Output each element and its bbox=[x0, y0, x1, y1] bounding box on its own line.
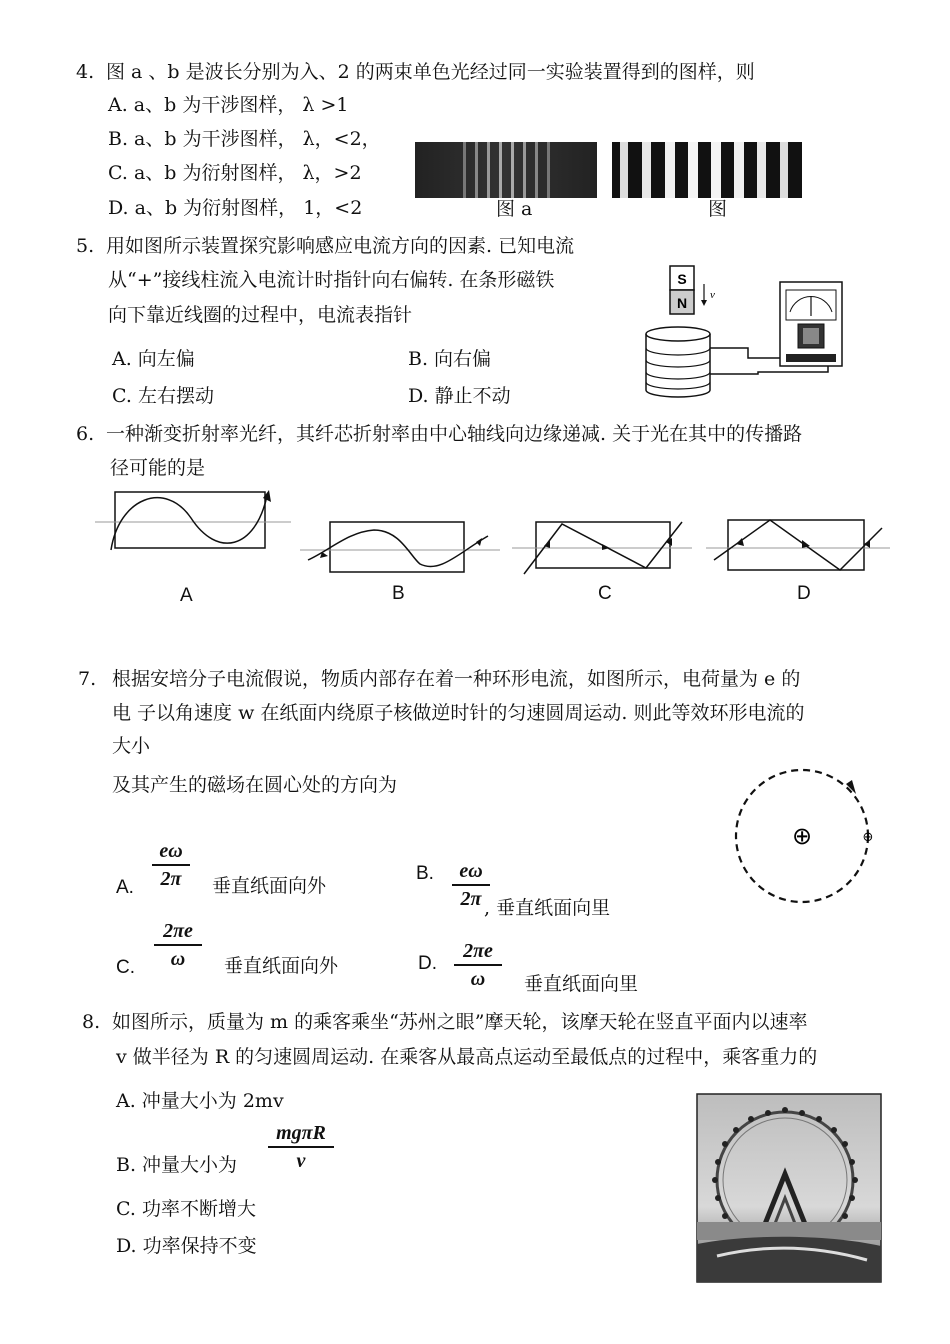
q7-option-b-denominator: 2π bbox=[460, 888, 482, 910]
q7-option-c-label: C. bbox=[116, 957, 135, 978]
fiber-path-option-d bbox=[706, 514, 890, 580]
q6-number: 6. bbox=[76, 423, 95, 445]
q5-number: 5. bbox=[76, 235, 95, 257]
electron-symbol: ⊖ bbox=[862, 830, 874, 845]
fiber-path-option-c bbox=[512, 514, 692, 580]
q8-number: 8. bbox=[82, 1011, 101, 1033]
q4-number: 4. bbox=[76, 61, 95, 83]
q7-number: 7. bbox=[78, 668, 97, 690]
q7-option-d-denominator: ω bbox=[470, 968, 486, 990]
q8-stem-line2: v 做半径为 R 的匀速圆周运动. 在乘客从最高点运动至最低点的过程中，乘客重力的 bbox=[116, 1046, 818, 1068]
q7-option-b-numerator: eω bbox=[459, 860, 483, 882]
q7-option-a-numerator: eω bbox=[159, 840, 183, 862]
interference-pattern-figure-a bbox=[415, 142, 597, 198]
q7-option-d-text: 垂直纸面向里 bbox=[524, 973, 639, 995]
q4-stem: 图 a 、b 是波长分别为入、2 的两束单色光经过同一实验装置得到的图样，则 bbox=[106, 61, 755, 83]
q6-stem-line2: 径可能的是 bbox=[110, 457, 206, 479]
fiber-path-option-a bbox=[95, 488, 295, 558]
q8-option-c: C. 功率不断增大 bbox=[116, 1198, 256, 1220]
q6-label-c: C bbox=[598, 583, 612, 604]
q7-stem-line4: 及其产生的磁场在圆心处的方向为 bbox=[112, 774, 398, 796]
q5-stem-line1: 用如图所示装置探究影响感应电流方向的因素. 已知电流 bbox=[106, 235, 575, 257]
q6-label-a: A bbox=[180, 585, 193, 606]
q5-option-b: B. 向右偏 bbox=[408, 348, 492, 370]
q7-stem-line2: 电 子以角速度 w 在纸面内绕原子核做逆时针的匀速圆周运动. 则此等效环形电流的 bbox=[112, 702, 805, 724]
q7-stem-line3: 大小 bbox=[112, 735, 151, 757]
q4-option-c: C. a、b 为衍射图样， λ，>2 bbox=[108, 162, 362, 184]
q7-option-c-text: 垂直纸面向外 bbox=[224, 955, 339, 977]
q7-option-d-fraction bbox=[454, 940, 502, 990]
q8-option-b-fraction bbox=[268, 1122, 334, 1172]
q7-option-a-denominator: 2π bbox=[160, 868, 182, 890]
molecular-current-diagram bbox=[726, 770, 876, 912]
q8-option-b-numerator: mgπR bbox=[276, 1122, 326, 1144]
magnet-n-label: N bbox=[676, 295, 688, 311]
q7-option-a-text: 垂直纸面向外 bbox=[212, 875, 327, 897]
q8-option-a: A. 冲量大小为 2mv bbox=[116, 1090, 284, 1112]
ferris-wheel-photo bbox=[697, 1094, 881, 1282]
figure-b-caption: 图 bbox=[708, 198, 728, 220]
q7-option-d-numerator: 2πe bbox=[463, 940, 493, 962]
q7-option-c-denominator: ω bbox=[170, 948, 186, 970]
nucleus-symbol: ⊕ bbox=[791, 822, 813, 850]
q7-option-a-fraction bbox=[152, 840, 190, 890]
interference-pattern-figure-b bbox=[612, 142, 802, 198]
figure-a-caption: 图 a bbox=[496, 198, 533, 220]
q7-option-c-numerator: 2πe bbox=[163, 920, 193, 942]
q7-option-a-label: A. bbox=[116, 877, 134, 898]
induction-apparatus-diagram bbox=[640, 262, 850, 406]
q8-option-d: D. 功率保持不变 bbox=[116, 1235, 257, 1257]
q5-option-d: D. 静止不动 bbox=[408, 385, 511, 407]
q5-option-a: A. 向左偏 bbox=[112, 348, 195, 370]
q7-option-b-text: , 垂直纸面向里 bbox=[484, 897, 611, 919]
q5-option-c: C. 左右摆动 bbox=[112, 385, 214, 407]
magnet-s-label: S bbox=[677, 271, 687, 287]
q4-option-a: A. a、b 为干涉图样， λ >1 bbox=[108, 94, 349, 116]
q4-option-d: D. a、b 为衍射图样， 1，<2 bbox=[108, 197, 363, 219]
q7-option-c-fraction bbox=[154, 920, 202, 970]
q8-option-b-denominator: v bbox=[296, 1150, 306, 1172]
q5-stem-line2: 从“+”接线柱流入电流计时指针向右偏转. 在条形磁铁 bbox=[108, 269, 555, 291]
q6-label-d: D bbox=[797, 583, 811, 604]
q4-option-b: B. a、b 为干涉图样， λ，<2， bbox=[108, 128, 381, 150]
fiber-path-option-b bbox=[300, 516, 500, 580]
q7-option-d-label: D. bbox=[418, 953, 437, 974]
q7-option-b-label: B. bbox=[416, 863, 434, 884]
q5-stem-line3: 向下靠近线圈的过程中，电流表指针 bbox=[108, 304, 413, 326]
q7-stem-line1: 根据安培分子电流假说，物质内部存在着一种环形电流，如图所示，电荷量为 e 的 bbox=[112, 668, 801, 690]
q8-option-b-label: B. 冲量大小为 bbox=[116, 1154, 238, 1176]
velocity-label: v bbox=[710, 289, 715, 301]
q8-stem-line1: 如图所示，质量为 m 的乘客乘坐“苏州之眼”摩天轮，该摩天轮在竖直平面内以速率 bbox=[112, 1011, 808, 1033]
q6-stem-line1: 一种渐变折射率光纤，其纤芯折射率由中心轴线向边缘递减. 关于光在其中的传播路 bbox=[106, 423, 803, 445]
q6-label-b: B bbox=[392, 583, 405, 604]
